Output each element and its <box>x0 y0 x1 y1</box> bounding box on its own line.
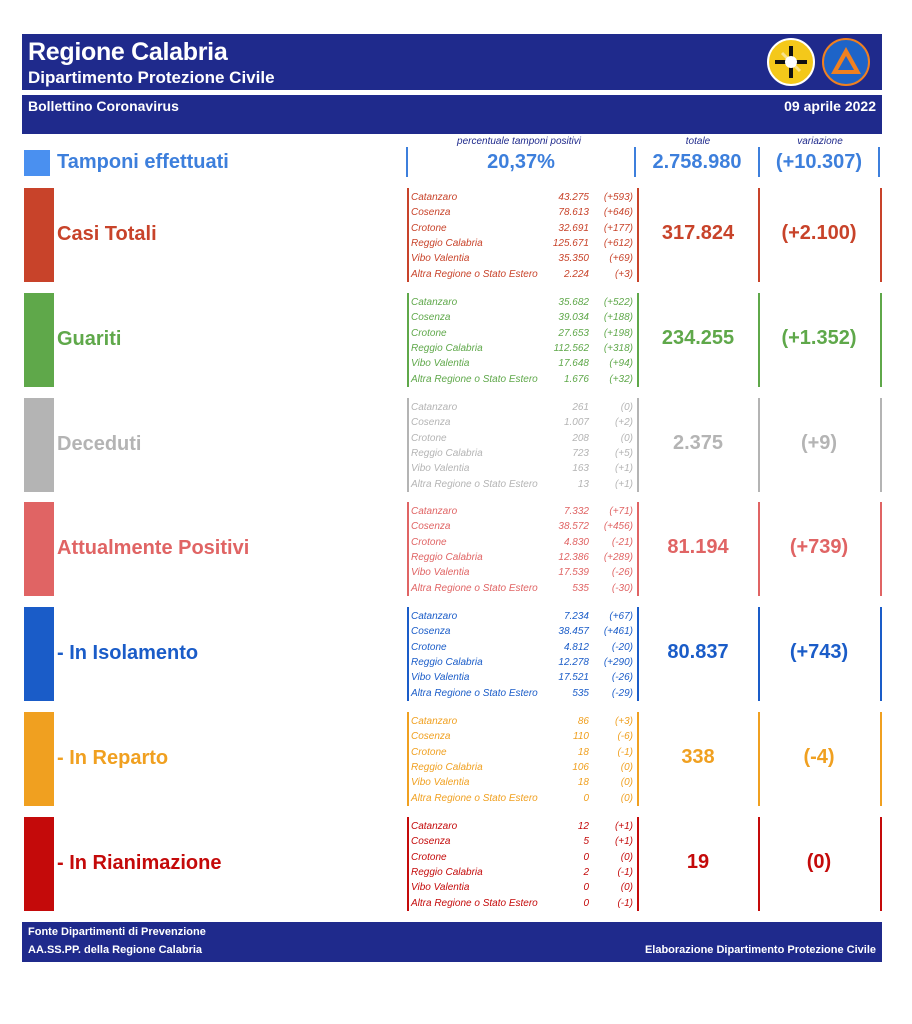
province-value: 5 <box>583 836 589 848</box>
province-line <box>411 834 635 849</box>
province-name: Crotone <box>411 327 447 339</box>
divider <box>878 147 880 177</box>
province-delta: (-20) <box>611 641 633 653</box>
divider <box>880 817 882 911</box>
province-line <box>411 880 635 895</box>
province-name: Vibo Valentia <box>411 672 470 684</box>
province-value: 13 <box>577 478 589 490</box>
region-title: Regione Calabria <box>28 38 228 66</box>
province-delta: (+612) <box>603 237 633 249</box>
province-name: Reggio Calabria <box>411 237 483 249</box>
province-delta: (+188) <box>603 312 633 324</box>
row-change: (+743) <box>789 641 849 663</box>
province-breakdown <box>407 502 639 596</box>
province-value: 261 <box>572 402 589 413</box>
stat-row <box>22 817 882 911</box>
region-emblem-logo <box>767 38 815 86</box>
province-value: 12.278 <box>558 656 589 668</box>
province-name: Cosenza <box>411 626 451 638</box>
province-line <box>411 535 635 550</box>
province-delta: (+290) <box>603 656 633 668</box>
province-value: 18 <box>577 746 589 758</box>
divider <box>407 502 409 596</box>
row-total: 81.194 <box>667 536 729 558</box>
province-delta: (+1) <box>614 821 633 832</box>
province-name: Vibo Valentia <box>411 882 470 894</box>
province-name: Reggio Calabria <box>411 761 483 773</box>
province-delta: (0) <box>620 402 633 413</box>
province-name: Altra Regione o Stato Estero <box>411 373 538 385</box>
row-change: (+2.100) <box>781 222 857 244</box>
province-line <box>411 477 635 492</box>
province-value: 0 <box>583 897 589 909</box>
province-value: 27.653 <box>558 327 589 339</box>
bulletin-date: 09 aprile 2022 <box>784 98 876 114</box>
province-value: 535 <box>572 687 589 699</box>
divider <box>880 502 882 596</box>
province-value: 112.562 <box>553 342 589 354</box>
province-value: 17.521 <box>558 672 589 684</box>
tamponi-total: 2.758.980 <box>652 151 742 173</box>
province-delta: (-29) <box>611 687 633 699</box>
province-delta: (+461) <box>603 626 633 638</box>
province-name: Catanzaro <box>411 192 458 203</box>
province-line <box>411 760 635 775</box>
province-line <box>411 565 635 580</box>
province-delta: (+3) <box>614 716 633 727</box>
row-label: Casi Totali <box>57 223 157 245</box>
row-change: (+9) <box>800 432 838 454</box>
row-color-marker <box>24 188 54 282</box>
province-breakdown <box>407 607 639 701</box>
province-value: 106 <box>572 761 589 773</box>
province-value: 125.671 <box>552 237 589 249</box>
province-delta: (0) <box>620 432 633 444</box>
row-change: (0) <box>806 851 832 873</box>
province-line <box>411 519 635 534</box>
tamponi-change: (+10.307) <box>775 151 863 173</box>
province-delta: (+94) <box>609 358 633 370</box>
row-change: (+1.352) <box>781 327 857 349</box>
province-name: Altra Regione o Stato Estero <box>411 897 538 909</box>
province-breakdown <box>407 817 639 911</box>
province-value: 17.648 <box>558 358 589 370</box>
province-name: Cosenza <box>411 836 451 848</box>
divider <box>880 712 882 806</box>
province-delta: (-26) <box>611 672 633 684</box>
province-delta: (+1) <box>614 478 633 490</box>
province-value: 35.682 <box>558 297 589 308</box>
province-value: 7.234 <box>563 611 589 622</box>
province-name: Cosenza <box>411 417 451 429</box>
province-delta: (+1) <box>614 836 633 848</box>
footer-source-line1: Fonte Dipartimenti di Prevenzione <box>28 926 206 938</box>
province-delta: (+646) <box>603 207 633 219</box>
province-line <box>411 236 635 251</box>
province-line <box>411 267 635 282</box>
province-name: Catanzaro <box>411 821 458 832</box>
province-line <box>411 310 635 325</box>
province-delta: (+3) <box>614 268 633 280</box>
province-line <box>411 791 635 806</box>
province-delta: (+5) <box>614 447 633 459</box>
province-delta: (-26) <box>611 567 633 579</box>
province-value: 86 <box>577 716 589 727</box>
province-delta: (+71) <box>609 506 633 517</box>
province-name: Altra Regione o Stato Estero <box>411 687 538 699</box>
stat-row <box>22 398 882 492</box>
province-name: Reggio Calabria <box>411 342 483 354</box>
province-line <box>411 850 635 865</box>
province-line <box>411 581 635 596</box>
row-change: (+739) <box>789 536 849 558</box>
province-value: 110 <box>573 731 589 743</box>
province-value: 1.007 <box>563 417 589 429</box>
row-label: - In Reparto <box>57 747 169 769</box>
stat-row <box>22 502 882 596</box>
divider <box>880 398 882 492</box>
province-delta: (+69) <box>609 253 633 265</box>
province-name: Cosenza <box>411 521 451 533</box>
row-total: 80.837 <box>667 641 729 663</box>
province-line <box>411 415 635 430</box>
province-value: 38.457 <box>558 626 589 638</box>
row-label: Attualmente Positivi <box>57 537 250 559</box>
province-name: Cosenza <box>411 312 451 324</box>
province-delta: (+32) <box>609 373 633 385</box>
province-delta: (0) <box>620 792 633 804</box>
province-value: 38.572 <box>558 521 589 533</box>
row-color-marker <box>24 502 54 596</box>
divider <box>634 147 636 177</box>
divider <box>880 607 882 701</box>
province-name: Vibo Valentia <box>411 777 470 789</box>
province-value: 208 <box>572 432 589 444</box>
province-line <box>411 356 635 371</box>
province-delta: (+198) <box>603 327 633 339</box>
province-name: Cosenza <box>411 731 451 743</box>
province-delta: (+2) <box>614 417 633 429</box>
province-line <box>411 624 635 639</box>
divider <box>880 188 882 282</box>
province-breakdown <box>407 712 639 806</box>
province-line <box>411 670 635 685</box>
tamponi-label: Tamponi effettuati <box>57 151 229 173</box>
row-color-marker <box>24 293 54 387</box>
column-header-total: totale <box>685 136 711 147</box>
province-name: Altra Regione o Stato Estero <box>411 792 538 804</box>
province-breakdown <box>407 188 639 282</box>
divider <box>407 398 409 492</box>
province-name: Catanzaro <box>411 297 458 308</box>
province-value: 18 <box>577 777 589 789</box>
row-color-marker <box>24 817 54 911</box>
province-name: Reggio Calabria <box>411 656 483 668</box>
province-value: 163 <box>572 463 589 475</box>
stat-row <box>22 188 882 282</box>
province-line <box>411 640 635 655</box>
province-line <box>411 431 635 446</box>
tamponi-positivity: 20,37% <box>487 151 555 173</box>
divider <box>407 712 409 806</box>
province-delta: (0) <box>620 882 633 894</box>
divider <box>407 607 409 701</box>
province-value: 32.691 <box>558 222 589 234</box>
row-label: - In Rianimazione <box>57 852 222 874</box>
province-name: Vibo Valentia <box>411 463 470 475</box>
province-value: 0 <box>583 792 589 804</box>
divider <box>880 293 882 387</box>
province-delta: (+522) <box>603 297 633 308</box>
province-line <box>411 775 635 790</box>
province-breakdown <box>407 398 639 492</box>
province-breakdown <box>407 293 639 387</box>
province-delta: (+1) <box>614 463 633 475</box>
province-delta: (-1) <box>617 746 633 758</box>
province-name: Reggio Calabria <box>411 447 483 459</box>
province-name: Cosenza <box>411 207 451 219</box>
province-line <box>411 295 635 310</box>
province-name: Vibo Valentia <box>411 358 470 370</box>
province-value: 17.539 <box>558 567 589 579</box>
province-line <box>411 221 635 236</box>
province-line <box>411 372 635 387</box>
province-value: 535 <box>572 582 589 594</box>
province-line <box>411 865 635 880</box>
divider <box>407 293 409 387</box>
tamponi-color-marker <box>24 150 50 176</box>
province-line <box>411 400 635 415</box>
province-name: Crotone <box>411 432 447 444</box>
province-delta: (0) <box>620 761 633 773</box>
province-delta: (-30) <box>611 582 633 594</box>
province-value: 2.224 <box>563 268 589 280</box>
column-header-change: variazione <box>797 136 843 147</box>
province-name: Crotone <box>411 851 447 863</box>
province-line <box>411 714 635 729</box>
province-delta: (0) <box>620 851 633 863</box>
province-value: 43.275 <box>558 192 589 203</box>
province-name: Vibo Valentia <box>411 567 470 579</box>
row-total: 2.375 <box>672 432 724 454</box>
row-total: 317.824 <box>661 222 735 244</box>
province-line <box>411 190 635 205</box>
row-color-marker <box>24 398 54 492</box>
province-delta: (+177) <box>603 222 633 234</box>
province-name: Altra Regione o Stato Estero <box>411 268 538 280</box>
province-line <box>411 729 635 744</box>
province-value: 78.613 <box>558 207 589 219</box>
province-delta: (-1) <box>617 866 633 878</box>
footer-elaboration: Elaborazione Dipartimento Protezione Civile <box>644 944 876 956</box>
province-delta: (+289) <box>603 551 633 563</box>
province-value: 1.676 <box>563 373 589 385</box>
province-delta: (0) <box>620 777 633 789</box>
province-line <box>411 461 635 476</box>
province-value: 4.830 <box>563 536 589 548</box>
divider <box>407 188 409 282</box>
province-value: 723 <box>572 447 589 459</box>
province-name: Reggio Calabria <box>411 551 483 563</box>
province-line <box>411 446 635 461</box>
province-name: Crotone <box>411 536 447 548</box>
province-name: Catanzaro <box>411 716 458 727</box>
row-change: (-4) <box>803 746 835 768</box>
row-total: 19 <box>686 851 710 873</box>
province-line <box>411 205 635 220</box>
footer-source-line2: AA.SS.PP. della Regione Calabria <box>28 944 203 956</box>
province-line <box>411 550 635 565</box>
province-name: Catanzaro <box>411 506 458 517</box>
row-color-marker <box>24 607 54 701</box>
province-name: Altra Regione o Stato Estero <box>411 478 538 490</box>
province-delta: (+593) <box>603 192 633 203</box>
province-delta: (-1) <box>617 897 633 909</box>
footer-bar <box>22 922 882 962</box>
row-color-marker <box>24 712 54 806</box>
province-value: 4.812 <box>563 641 589 653</box>
province-value: 35.350 <box>558 253 589 265</box>
divider <box>407 817 409 911</box>
header-bar <box>22 34 882 90</box>
province-line <box>411 609 635 624</box>
header-spacer-bar <box>22 117 882 134</box>
province-name: Reggio Calabria <box>411 866 483 878</box>
stat-row <box>22 712 882 806</box>
row-label: - In Isolamento <box>57 642 199 664</box>
row-label: Deceduti <box>57 433 142 455</box>
civil-protection-logo <box>822 38 870 86</box>
column-header-positivity: percentuale tamponi positivi <box>457 136 581 147</box>
province-line <box>411 745 635 760</box>
province-value: 0 <box>583 882 589 894</box>
province-value: 7.332 <box>563 506 589 517</box>
province-line <box>411 819 635 834</box>
stat-row <box>22 293 882 387</box>
province-delta: (-6) <box>617 731 633 743</box>
province-line <box>411 251 635 266</box>
stat-row <box>22 607 882 701</box>
province-name: Vibo Valentia <box>411 253 470 265</box>
province-line <box>411 686 635 701</box>
province-line <box>411 504 635 519</box>
province-value: 12 <box>577 821 589 832</box>
department-subtitle: Dipartimento Protezione Civile <box>28 68 275 87</box>
row-label: Guariti <box>57 328 122 350</box>
province-name: Altra Regione o Stato Estero <box>411 582 538 594</box>
province-delta: (+456) <box>603 521 633 533</box>
province-line <box>411 326 635 341</box>
province-line <box>411 655 635 670</box>
province-delta: (-21) <box>611 536 633 548</box>
province-value: 0 <box>583 851 589 863</box>
province-value: 39.034 <box>558 312 589 324</box>
province-name: Catanzaro <box>411 611 458 622</box>
province-name: Crotone <box>411 641 447 653</box>
province-line <box>411 896 635 911</box>
bulletin-bar <box>22 95 882 117</box>
bulletin-label: Bollettino Coronavirus <box>28 98 179 114</box>
province-name: Crotone <box>411 746 447 758</box>
province-name: Crotone <box>411 222 447 234</box>
row-total: 338 <box>681 746 715 768</box>
province-name: Catanzaro <box>411 402 458 413</box>
province-delta: (+67) <box>609 611 633 622</box>
province-value: 2 <box>583 866 589 878</box>
province-value: 12.386 <box>558 551 589 563</box>
province-line <box>411 341 635 356</box>
row-total: 234.255 <box>661 327 735 349</box>
province-delta: (+318) <box>603 342 633 354</box>
